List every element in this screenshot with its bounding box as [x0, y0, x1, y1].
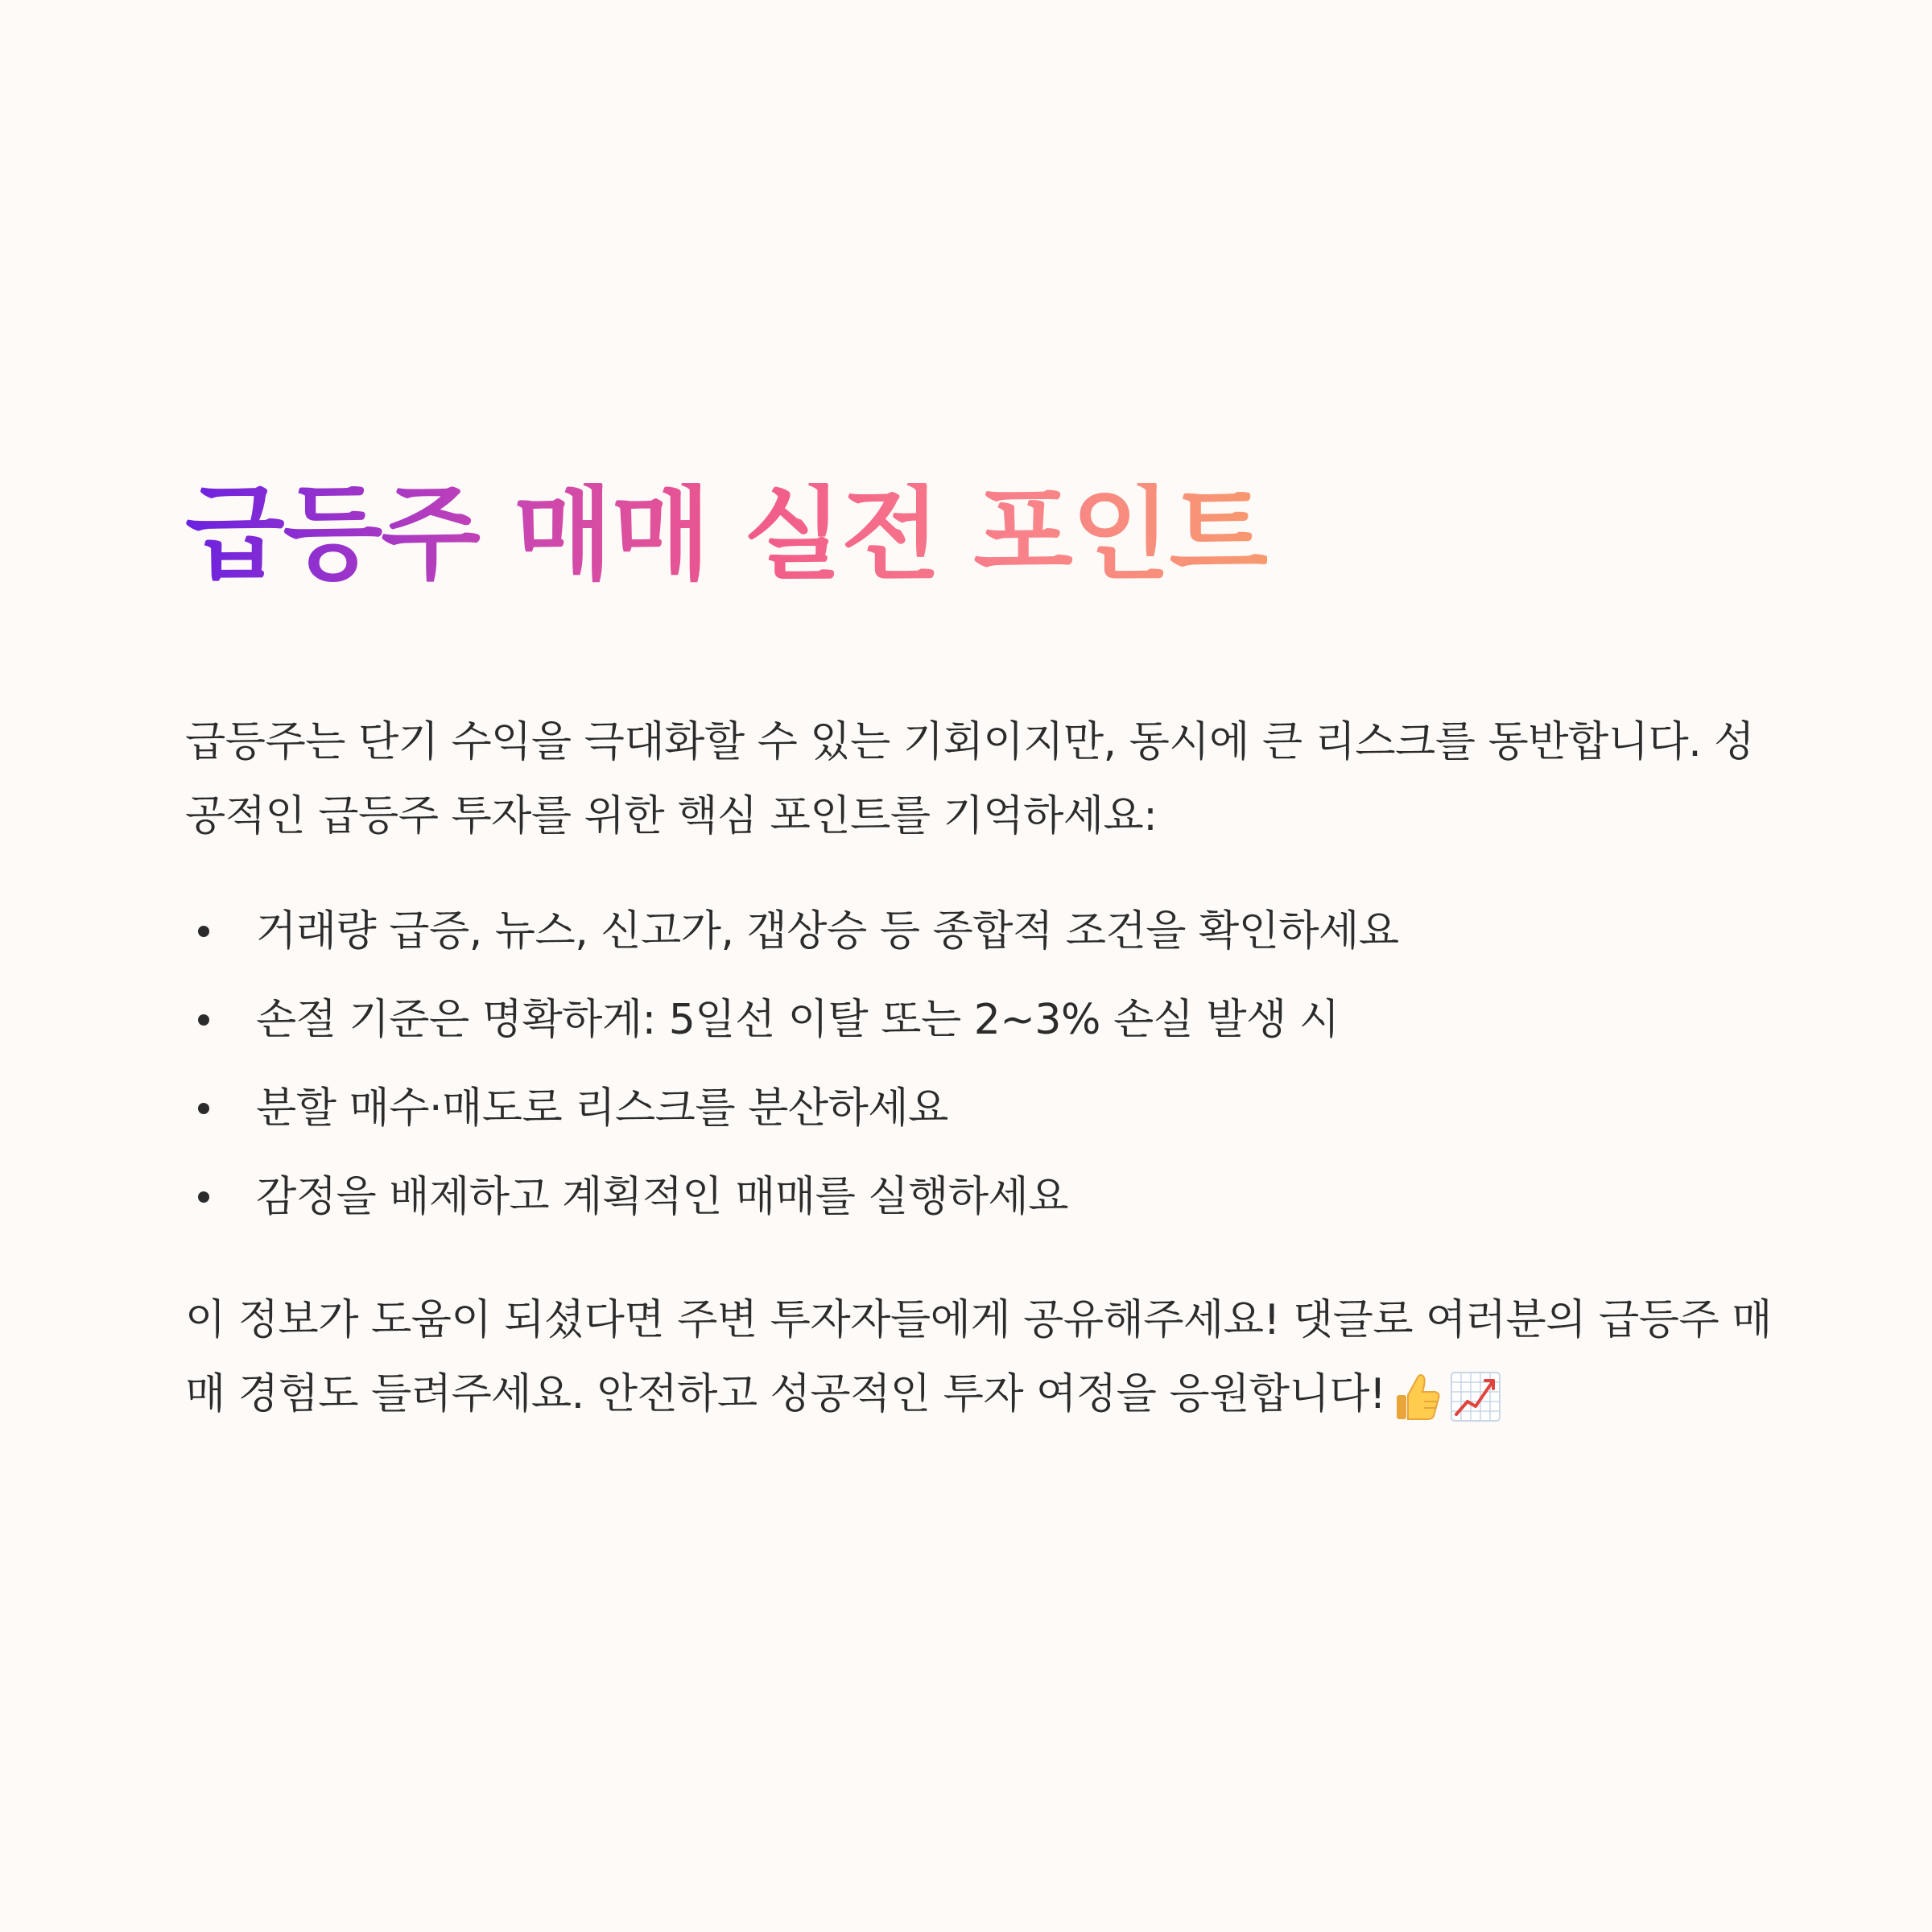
bullet-icon [198, 926, 209, 937]
key-points-list [185, 887, 1779, 1241]
list-item-text: 감정을 배제하고 계획적인 매매를 실행하세요 [256, 1173, 1069, 1221]
chart-increasing-icon [1450, 1371, 1501, 1422]
bullet-icon [198, 1191, 209, 1203]
closing-text: 이 정보가 도움이 되셨다면 주변 투자자들에게 공유해주세요! 댓글로 여러분의 급등주 매매 경험도 들려주세요. 안전하고 성공적인 투자 여정을 응원합니다! [185, 1296, 1772, 1418]
list-item [185, 1153, 1779, 1241]
list-item-text: 분할 매수·매도로 리스크를 분산하세요 [256, 1084, 948, 1133]
bullet-icon [198, 1103, 209, 1114]
list-item [185, 976, 1779, 1064]
list-item [185, 887, 1779, 976]
list-item-text: 거래량 급증, 뉴스, 신고가, 갭상승 등 종합적 조건을 확인하세요 [256, 907, 1399, 956]
page-title: 급등주 매매 실전 포인트 [185, 474, 1268, 594]
thumbs-up-icon [1393, 1371, 1442, 1422]
intro-paragraph: 급등주는 단기 수익을 극대화할 수 있는 기회이지만, 동시에 큰 리스크를 동반합니다. 성공적인 급등주 투자를 위한 핵심 포인트를 기억하세요: [185, 718, 1755, 840]
list-item [185, 1064, 1779, 1153]
content-card [185, 474, 1779, 1431]
bullet-icon [198, 1014, 209, 1026]
list-item-text: 손절 기준은 명확하게: 5일선 이탈 또는 2~3% 손실 발생 시 [256, 996, 1340, 1044]
closing-paragraph [185, 1283, 1779, 1431]
